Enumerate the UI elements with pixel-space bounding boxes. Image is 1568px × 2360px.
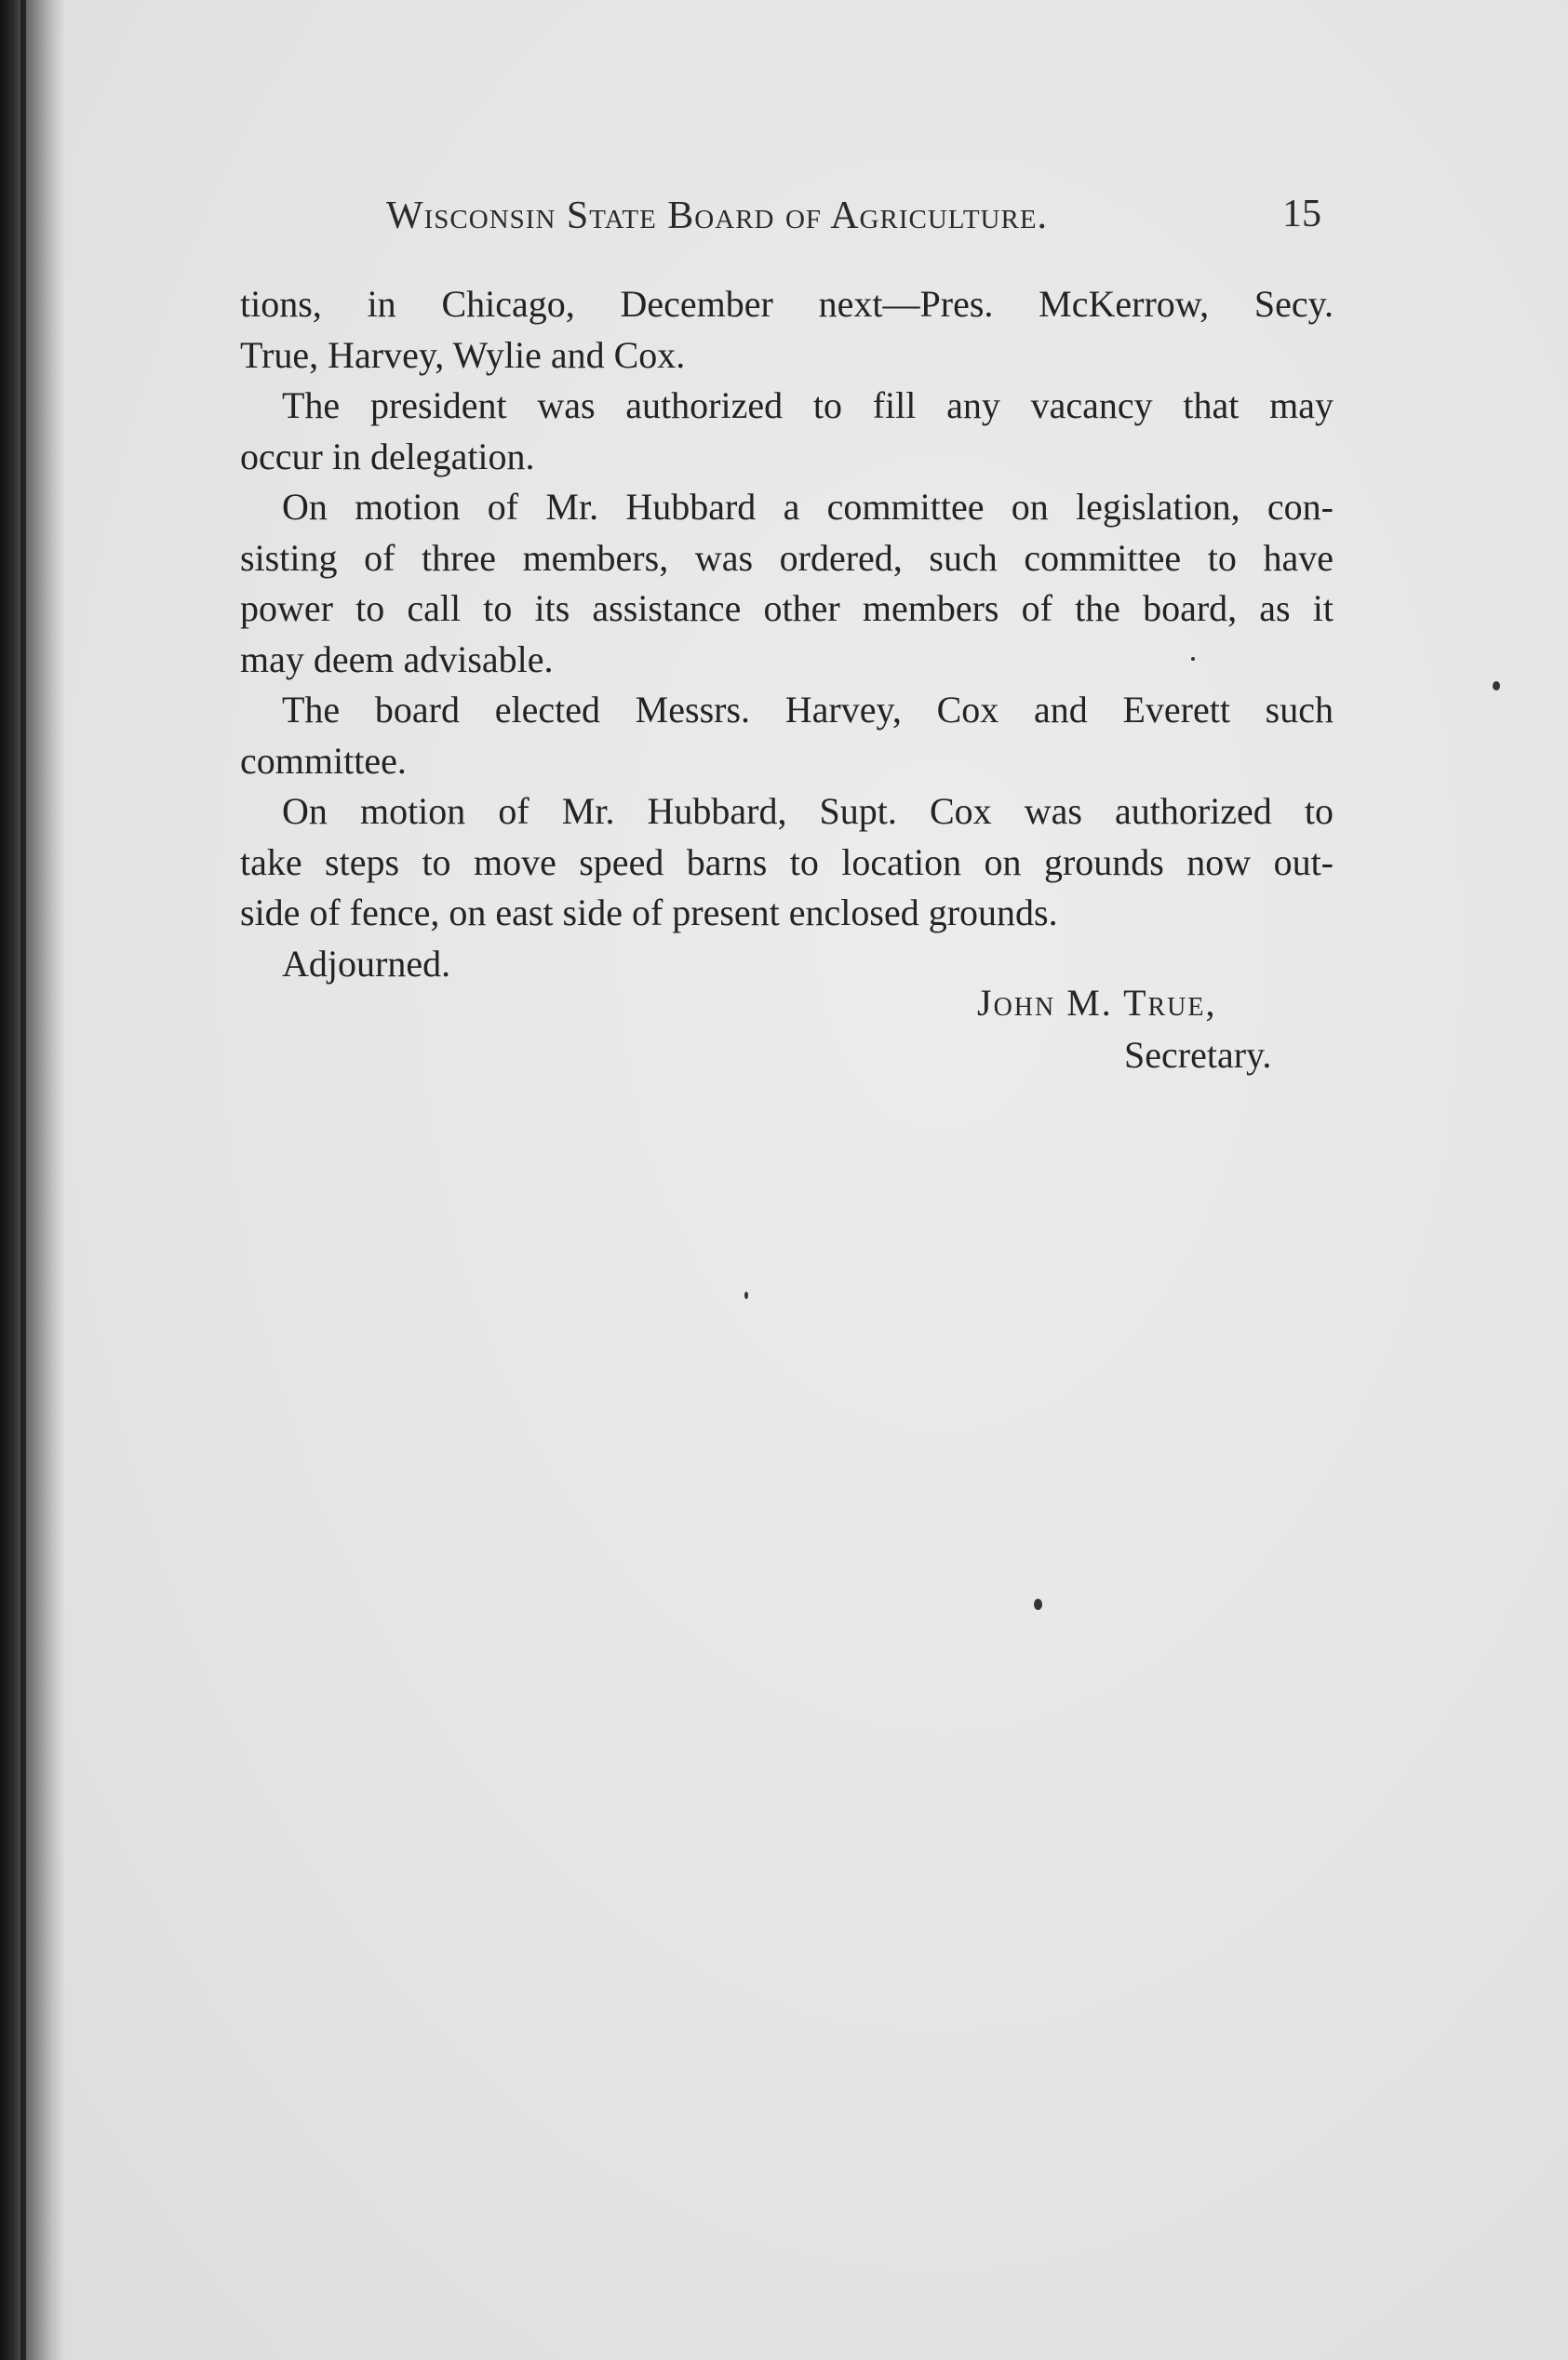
- text-line: The president was authorized to fill any vacancy that may: [282, 384, 1333, 426]
- text-line: occur in delegation.: [240, 435, 535, 477]
- text-line: committee.: [240, 739, 407, 782]
- signature-name: John M. True,: [977, 982, 1217, 1024]
- binding-shadow-line: [20, 0, 26, 2360]
- ink-speck: [1493, 681, 1500, 691]
- text-line: power to call to its assistance other members of the board, as it: [240, 587, 1333, 629]
- text-line: sisting of three members, was ordered, such committee to have: [240, 536, 1333, 579]
- ink-speck: [744, 1292, 748, 1299]
- running-head-title: Wisconsin State Board of Agriculture.: [386, 194, 1049, 237]
- signature-title: Secretary.: [1124, 1034, 1272, 1076]
- text-line: On motion of Mr. Hubbard, Supt. Cox was authorized to: [282, 790, 1333, 832]
- text-line: True, Harvey, Wylie and Cox.: [240, 333, 686, 376]
- binding-edge: [0, 0, 65, 2360]
- text-line: may deem advisable.: [240, 637, 554, 680]
- body-text: [240, 279, 1333, 989]
- text-line: take steps to move speed barns to location on grounds now out-: [240, 840, 1333, 883]
- text-line: tions, in Chicago, December next—Pres. McKerrow, Secy.: [240, 283, 1333, 325]
- text-line: Adjourned.: [282, 942, 451, 985]
- ink-speck: [1034, 1599, 1042, 1610]
- page-number: 15: [1282, 193, 1321, 235]
- text-line: On motion of Mr. Hubbard a committee on legislation, con-: [282, 486, 1333, 528]
- text-line: side of fence, on east side of present enclosed grounds.: [240, 892, 1058, 933]
- text-line: The board elected Messrs. Harvey, Cox and Everett such: [282, 689, 1333, 731]
- ink-speck: [1191, 657, 1195, 661]
